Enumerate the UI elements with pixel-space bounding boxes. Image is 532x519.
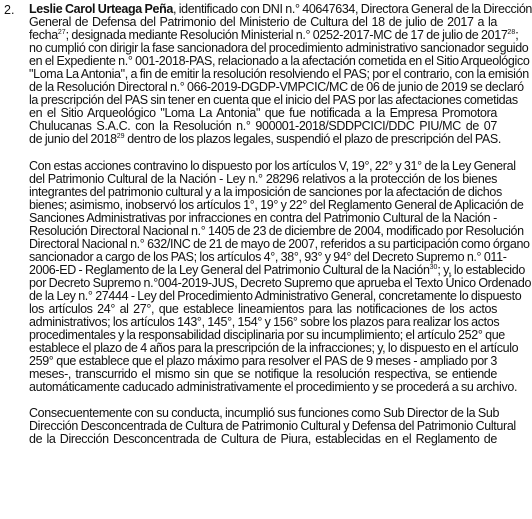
paragraph-1-line-1: Leslie Carol Urteaga Peña, identificado con DNI n.° 40647634, Directora General de la Dirección — [29, 2, 532, 16]
paragraph-2-line-7: Directoral Nacional n.° 632/INC de 21 de mayo de 2007, referidos a su participación como órgano — [29, 236, 530, 251]
paragraph-2-line-5: Sanciones Administrativas por infracciones en contra del Patrimonio Cultural de la Nación - — [29, 210, 497, 225]
paragraph-3 — [29, 406, 516, 447]
paragraph-2 — [29, 158, 532, 395]
paragraph-2-line-1: Con estas acciones contravino lo dispuesto por los artículos V, 19°, 22° y 31° de la Ley General — [29, 158, 516, 173]
paragraph-1-line-4: no cumplió con dirigir la fase sancionadora del procedimiento administrativo sancionador seguido — [29, 41, 529, 56]
document-body — [29, 2, 532, 447]
paragraph-3-line-3: de la Dirección Desconcentrada de Cultura de Piura, establecidas en el Reglamento de — [29, 432, 497, 447]
paragraph-2-line-14: procedimentales y la responsabilidad disciplinaria por su incumplimiento; el artículo 252° que — [29, 328, 505, 343]
paragraph-3-line-1: Consecuentemente con su conducta, incumplió sus funciones como Sub Director de la Sub — [29, 406, 500, 421]
paragraph-2-line-10: por Decreto Supremo n.°004-2019-JUS, Decreto Supremo que aprueba el Texto Único Ordenado — [29, 275, 532, 290]
paragraph-1-line-6: "Loma La Antonia", a fin de emitir la resolución resolviendo el PAS; por el contrario, con la emisión — [29, 67, 529, 82]
paragraph-1-line-10: Chulucanas S.A.C. con la Resolución n.° 900001-2018/SDDPCICI/DDC PIU/MC de 07 — [29, 119, 497, 134]
paragraph-1-line-9: en el Sitio Arqueológico "Loma La Antonia" que fue notificada a la Empresa Promotora — [29, 106, 497, 121]
paragraph-2-line-11: de la Ley n.° 27444 - Ley del Procedimiento Administrativo General, concretamente lo dispuesto — [29, 288, 522, 303]
footnote-ref: 30 — [429, 263, 438, 271]
paragraph-2-line-8: sancionador a cargo de los PAS; los artículos 4°, 38°, 93° y 94° del Decreto Supremo n.° 011- — [29, 249, 507, 264]
paragraph-3-line-2: Dirección Desconcentrada de Cultura de Patrimonio Cultural y Defensa del Patrimonio Cultural — [29, 419, 516, 434]
paragraph-2-line-18: automáticamente caducado administrativamente el procedimiento y se procederá a su archivo. — [29, 380, 518, 395]
paragraph-2-line-12: los artículos 24° al 27°, que establece lineamientos para las notificaciones de los actos — [29, 302, 497, 317]
paragraph-1 — [29, 2, 532, 147]
paragraph-2-line-9: 2006-ED - Reglamento de la Ley General del Patrimonio Cultural de la Nación$^{30}$; y, lo establecido — [29, 262, 525, 277]
paragraph-1-line-5: en el Expediente n.° 001-2018-PAS, relacionado a la afectación cometida en el Sitio Arqueológico — [29, 54, 530, 69]
footnote-ref: 27 — [57, 28, 66, 36]
paragraph-1-line-11: de junio del 2018$^{29}$ dentro de los plazos legales, suspendió el plazo de prescripción del PAS. — [29, 132, 502, 147]
paragraph-1-line-2: General de Defensa del Patrimonio del Ministerio de Cultura del 18 de julio de 2017 a la — [29, 15, 497, 30]
paragraph-2-line-16: 259° que establece que el plazo máximo para resolver el PAS de 9 meses - ampliado por 3 — [29, 354, 497, 369]
paragraph-2-line-15: establece el plazo de 4 años para la prescripción de la infracciones; y, lo dispuesto en el artículo — [29, 341, 519, 356]
list-item-number: 2. — [4, 3, 15, 17]
paragraph-1-line-3: fecha$^{27}$; designada mediante Resolución Ministerial n.° 0252-2017-MC de 17 de julio de 2017$^{28}$; — [29, 28, 519, 43]
footnote-ref: 28 — [507, 28, 516, 36]
paragraph-2-line-17: meses-, transcurrido el mismo sin que se notifique la resolución respectiva, se entiende — [29, 367, 497, 382]
paragraph-2-line-4: bienes; asimismo, inobservó los artículos 1°, 19° y 22° del Reglamento General de Aplicación de — [29, 197, 524, 212]
paragraph-2-line-2: del Patrimonio Cultural de la Nación - Ley n.° 28296 relativos a la protección de los bienes — [29, 171, 497, 186]
paragraph-2-line-3: integrantes del patrimonio cultural y a la imposición de sanciones por la afectación de dichos — [29, 184, 502, 199]
paragraph-1-line-8: la prescripción del PAS sin tener en cuenta que el inicio del PAS por las afectaciones cometidas — [29, 93, 518, 108]
paragraph-2-line-6: Resolución Directoral Nacional n.° 1405 de 23 de diciembre de 2004, modificado por Resolución — [29, 223, 524, 238]
paragraph-1-line-7: de la Resolución Directoral n.° 066-2019-DGDP-VMPCIC/MC de 06 de junio de 2019 se declaró — [29, 80, 524, 95]
paragraph-2-line-13: administrativos; los artículos 143°, 145°, 154° y 156° sobre los plazos para realizar los actos — [29, 315, 500, 330]
footnote-ref: 29 — [116, 133, 125, 141]
person-name: Leslie Carol Urteaga Peña — [29, 2, 173, 16]
